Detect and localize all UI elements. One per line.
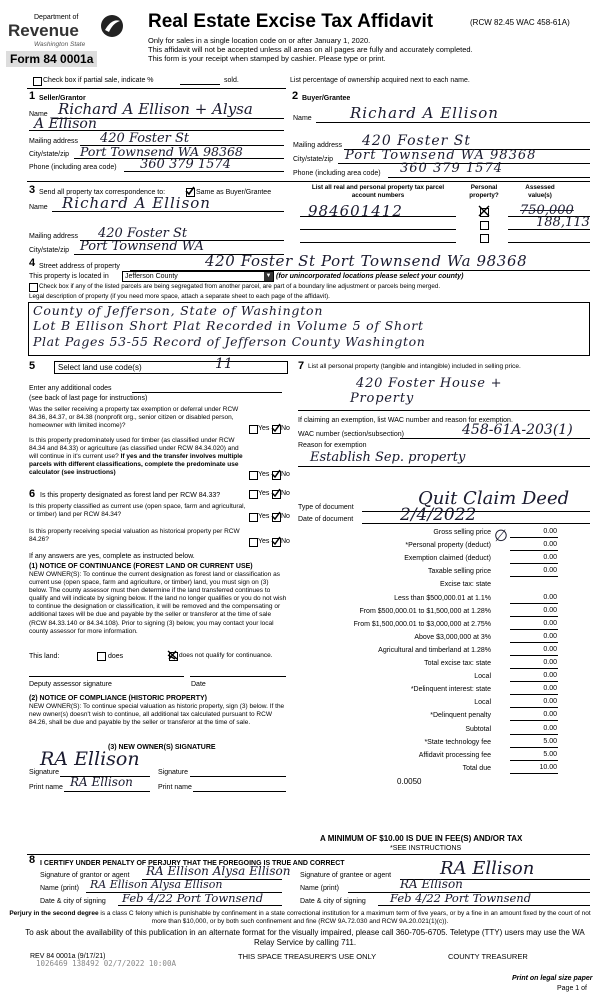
segregated-label: Check box if any of the listed parcels are being segregated from another parcel, are part of a boundary line adjustment or parcels being merged. [39, 283, 441, 290]
tax-row-label: Gross selling price [433, 529, 491, 536]
tax-row-label: From $500,000.01 to $1,500,000 at 1.28% [359, 608, 491, 615]
cashier-stamp: 1026469 138492 02/7/2022 10:00A [36, 959, 176, 968]
corr-name[interactable]: Richard A Ellison [62, 194, 211, 212]
doc-date-label: Date of document [298, 516, 354, 523]
header-line-1: Only for sales in a single location code on or after January 1, 2020. [148, 36, 371, 45]
perjury-bold: Perjury in the second degree [9, 910, 99, 917]
seller-address[interactable]: 420 Foster St [100, 131, 190, 146]
tax-row-underline [510, 603, 558, 604]
forest-num: 6 [29, 488, 36, 500]
seller-address-label: Mailing address [29, 138, 79, 145]
alternate-format-notice: To ask about the availability of this publication in an alternate format for the visually impaired, please call 360-705-6705. Teletype (TTY) users may use the WA Relay Service by calling 711. [25, 928, 585, 947]
tax-row-label: *Delinquent interest: state [410, 686, 491, 693]
grantee-name-label: Name (print) [300, 885, 339, 892]
tax-row-value[interactable]: 0.00 [543, 698, 557, 705]
tax-row-label: *Personal property (deduct) [405, 542, 491, 549]
does-checkbox[interactable] [97, 652, 106, 661]
legal-line-3: Plat Pages 53-55 Record of Jefferson County Washington [33, 334, 426, 349]
continuance-heading: (1) NOTICE OF CONTINUANCE (FOREST LAND OR CURRENT USE) [29, 563, 253, 570]
tax-row-underline [510, 773, 558, 774]
form-rcw: (RCW 82.45 WAC 458-61A) [470, 18, 570, 27]
certify-label: I CERTIFY UNDER PENALTY OF PERJURY THAT THE FOREGOING IS TRUE AND CORRECT [40, 860, 345, 867]
q2-yes-checkbox[interactable] [249, 471, 258, 480]
personal-property-checkbox-2[interactable] [480, 221, 489, 230]
grantor-name-label: Name (print) [40, 885, 79, 892]
located-label: This property is located in [29, 273, 109, 280]
print-name-label-2: Print name [158, 784, 192, 791]
seller-city[interactable]: Port Townsend WA 98368 [80, 144, 243, 159]
tax-row-value[interactable]: 0.00 [543, 672, 557, 679]
tax-row-label: Local [474, 673, 491, 680]
tax-row-underline [510, 629, 558, 630]
tax-row-label: Less than $500,000.01 at 1.1% [394, 595, 491, 602]
q3-yes-label: Yes [258, 490, 270, 497]
reason-value[interactable]: Establish Sep. property [310, 450, 466, 465]
forest-q3: Is this property receiving special valuation as historical property per RCW 84.26? [29, 528, 240, 544]
parcel-number-1[interactable]: 984601412 [308, 202, 403, 220]
deputy-date-label: Date [191, 681, 206, 688]
forest-q1: Is this property designated as forest land per RCW 84.33? [40, 492, 221, 499]
additional-codes-label: Enter any additional codes [29, 385, 112, 392]
tax-row-underline [510, 616, 558, 617]
county-note: (for unincorporated locations please select your county) [276, 273, 464, 280]
compliance-heading: (2) NOTICE OF COMPLIANCE (HISTORIC PROPERTY) [29, 695, 207, 702]
signature-label-2: Signature [158, 769, 188, 776]
street-num: 4 [29, 257, 36, 269]
perjury-text: is a class C felony which is punishable by confinement in a state correctional institution for a maximum term of five years, or by a fine in an amount fixed by the court of not more than $10,000, or by both such confinement and fine (RCW 9A.72.030 and RCW 9A.20.021(1)(c)). [100, 910, 591, 926]
tax-row-value[interactable]: 0.00 [543, 646, 557, 653]
see-instructions: *SEE INSTRUCTIONS [390, 845, 462, 852]
partial-percent-line [180, 84, 220, 85]
buyer-num: 2 [292, 90, 299, 102]
wac-label: WAC number (section/subsection) [298, 431, 404, 438]
q2-yes-label: Yes [258, 471, 270, 478]
form-id: Form 84 0001a [6, 51, 97, 67]
corr-address-label: Mailing address [29, 233, 79, 240]
tax-row-value[interactable]: 0.00 [543, 541, 557, 548]
any-yes-note: If any answers are yes, complete as instructed below. [29, 553, 195, 560]
tax-row-label: Excise tax: state [440, 581, 491, 588]
personal-value-2[interactable]: Property [350, 391, 414, 406]
seller-heading: Seller/Grantor [39, 95, 86, 102]
q2-no-label: No [281, 471, 290, 478]
perjury-notice [6, 910, 594, 926]
q5-yes-checkbox[interactable] [249, 538, 258, 547]
partial-sale-checkbox[interactable] [33, 77, 42, 86]
tax-row-underline [510, 563, 558, 564]
legal-size-note: Print on legal size paper [512, 975, 593, 982]
dept-name: Revenue [8, 21, 79, 40]
tax-row-underline [510, 747, 558, 748]
certify-num: 8 [29, 854, 36, 866]
tax-row-underline [510, 668, 558, 669]
this-land-label: This land: [29, 653, 60, 660]
tax-row-value[interactable]: 0.00 [543, 711, 557, 718]
legal-line-1: County of Jefferson, State of Washington [33, 303, 324, 318]
see-back-label: (see back of last page for instructions) [29, 395, 148, 402]
tax-row-underline [510, 760, 558, 761]
reason-label: Reason for exemption [298, 442, 367, 449]
x-mark-icon [478, 205, 490, 217]
buyer-city[interactable]: Port Townsend WA 98368 [345, 148, 537, 163]
tax-row-underline [510, 694, 558, 695]
tax-row-value[interactable]: 0.00 [543, 594, 557, 601]
seller-phone-label: Phone (including area code) [29, 164, 117, 171]
timber-question-text: Is this property predominately used for timber (as classified under RCW 84.34 and 84.33) or agriculture (as classified under RCW 84.34.020) and will continue in it's current use? [29, 437, 239, 461]
buyer-name[interactable]: Richard A Ellison [350, 104, 499, 122]
personal-property-checkbox-3[interactable] [480, 234, 489, 243]
q3-yes-checkbox[interactable] [249, 490, 258, 499]
tax-row-value[interactable]: 0.00 [543, 607, 557, 614]
grantee-signature[interactable]: RA Ellison [440, 858, 535, 879]
buyer-address[interactable]: 420 Foster St [362, 133, 472, 149]
seller-name-label: Name [29, 111, 48, 118]
tax-row-underline [510, 720, 558, 721]
exemption-question: Was the seller receiving a property tax exemption or deferral under RCW 84.36, 84.37, or 84.38 (nonprofit org., senior citizen or disabled person, homeowner with limited income)? [29, 406, 239, 430]
corr-num: 3 [29, 184, 36, 196]
county-value: Jefferson County [125, 273, 178, 280]
header-line-3: This form is your receipt when stamped by cashier. Please type or print. [148, 54, 386, 63]
personal-num: 7 [298, 360, 305, 372]
does-not-label: does not qualify for continuance. [179, 652, 273, 659]
tax-row-value[interactable]: 0.00 [543, 620, 557, 627]
timber-question-bold: If yes and the transfer involves multiple parcels with different classifications, complete the predominate use calculator (see instructions) [29, 453, 243, 477]
tax-row-label: Exemption claimed (deduct) [404, 555, 491, 562]
personal-label: List all personal property (tangible and intangible) included in selling price. [308, 363, 521, 370]
county-treasurer: COUNTY TREASURER [448, 952, 528, 961]
print-name-label-1: Print name [29, 784, 63, 791]
tax-row-underline [510, 707, 558, 708]
corr-city[interactable]: Port Townsend WA [80, 239, 204, 254]
seller-num: 1 [29, 90, 36, 102]
tax-row-label: Affidavit processing fee [418, 752, 491, 759]
q5-no-label: No [281, 538, 290, 545]
buyer-phone-label: Phone (including area code) [293, 170, 381, 177]
seller-name[interactable]: Richard A Ellison + Alysa [58, 100, 253, 118]
q1-yes-checkbox[interactable] [249, 425, 258, 434]
tax-row-value[interactable]: 0.00 [543, 659, 557, 666]
landuse-num: 5 [29, 360, 36, 372]
chevron-down-icon: ▼ [265, 273, 272, 279]
tax-row-value[interactable]: 0.00 [543, 633, 557, 640]
seller-city-label: City/state/zip [29, 151, 70, 158]
assessed-col-header: Assessed value(s) [525, 184, 555, 199]
tax-row-value[interactable]: 5.00 [543, 738, 557, 745]
continuance-text: NEW OWNER(S): To continue the current designation as forest land or classification as current use (open space, farm and agriculture, or timber) land, you must sign on (3) below. The county assessor must then determine if the land transferred continues to qualify and will indicate by signing below. If the land no longer qualifies or you do not wish to continue the designation or classification, it will be removed and the compensating or additional taxes will be due and payable by the seller or transferor at the time of sale (RCW 84.33.140 or 84.34.108). Prior to signing (3) below, you may contact your local county assessor for more information. [29, 571, 287, 635]
treasurer-use: THIS SPACE TREASURER'S USE ONLY [238, 952, 377, 961]
rev-number: REV 84 0001a (9/17/21) [30, 953, 106, 960]
scribble-mark-icon [167, 649, 178, 661]
tax-row-underline [510, 576, 558, 577]
tax-row-label: Total excise tax: state [424, 660, 491, 667]
timber-question [29, 437, 249, 477]
same-as-buyer-label: Same as Buyer/Grantee [196, 189, 272, 196]
page-number: Page 1 of [557, 985, 587, 992]
tax-row-value[interactable]: 10.00 [539, 764, 557, 771]
tax-row-label: Subtotal [465, 726, 491, 733]
personal-value-1[interactable]: 420 Foster House + [356, 376, 503, 391]
forest-q2: Is this property classified as current use (open space, farm and agricultural, or timber) land per RCW 84.34? [29, 503, 246, 519]
partial-sale-label: Check box if partial sale, indicate % [43, 77, 154, 84]
tax-row-underline [510, 642, 558, 643]
tax-row-value[interactable]: 0.00 [543, 685, 557, 692]
deputy-label: Deputy assessor signature [29, 681, 112, 688]
doc-date[interactable]: 2/4/2022 [400, 505, 477, 525]
grantor-date-city[interactable]: Feb 4/22 Port Townsend [122, 891, 264, 905]
tax-row-value[interactable]: 5.00 [543, 751, 557, 758]
legal-line-2: Lot B Ellison Short Plat Recorded in Volume 5 of Short [33, 318, 424, 333]
tax-row-underline [510, 537, 558, 538]
corr-city-label: City/state/zip [29, 247, 70, 254]
form-title: Real Estate Excise Tax Affidavit [148, 11, 434, 32]
grantee-sig-label: Signature of grantee or agent [300, 872, 392, 879]
local-rate: 0.0050 [397, 777, 422, 786]
does-label: does [108, 653, 124, 660]
q4-yes-checkbox[interactable] [249, 513, 258, 522]
dept-state: Washington State [34, 41, 86, 48]
doc-type-label: Type of document [298, 504, 354, 511]
grantee-print-name[interactable]: RA Ellison [400, 877, 463, 891]
q5-yes-label: Yes [258, 538, 270, 545]
minimum-due: A MINIMUM OF $10.00 IS DUE IN FEE(S) AND/OR TAX [320, 834, 523, 843]
seller-name-2[interactable]: A Ellison [34, 116, 97, 132]
tax-row-value[interactable]: 0.00 [543, 567, 557, 574]
tax-row-label: Above $3,000,000 at 3% [414, 634, 491, 641]
tax-row-label: Total due [462, 765, 491, 772]
grantor-date-label: Date & city of signing [40, 898, 106, 905]
tax-row-label: Local [474, 699, 491, 706]
signature-label-1: Signature [29, 769, 59, 776]
segregated-checkbox[interactable] [29, 283, 38, 292]
q1-no-label: No [281, 425, 290, 432]
grantor-print-name[interactable]: RA Ellison Alysa Ellison [90, 878, 223, 891]
dor-logo [4, 12, 124, 70]
q4-yes-label: Yes [258, 513, 270, 520]
grantor-sig-label: Signature of grantor or agent [40, 872, 130, 879]
header-line-2: This affidavit will not be accepted unless all areas on all pages are fully and accurately completed. [148, 45, 473, 54]
buyer-phone[interactable]: 360 379 1574 [400, 161, 503, 176]
dor-emblem-icon [100, 14, 124, 38]
dept-top: Department of [34, 14, 79, 21]
street-address[interactable]: 420 Foster St Port Townsend Wa 98368 [205, 252, 528, 270]
compliance-text: NEW OWNER(S): To continue special valuation as historic property, sign (3) below. If the new owner(s) doesn't wish to continue, all additional tax calculated pursuant to RCW 84.26, shall be due and payable by the seller or transferor at the time of sale. [29, 703, 285, 727]
tax-row-value[interactable]: 0.00 [543, 725, 557, 732]
tax-row-label: *State technology fee [424, 739, 491, 746]
landuse-select-label: Select land use code(s) [58, 363, 142, 372]
landuse-select[interactable] [54, 361, 288, 374]
grantee-date-city[interactable]: Feb 4/22 Port Townsend [390, 891, 532, 905]
corr-name-label: Name [29, 204, 48, 211]
buyer-address-label: Mailing address [293, 142, 343, 149]
tax-row-underline [510, 655, 558, 656]
q3-no-label: No [281, 490, 290, 497]
buyer-city-label: City/state/zip [293, 156, 334, 163]
wac-number[interactable]: 458-61A-203(1) [462, 422, 573, 438]
parcel-col-header: List all real and personal property tax parcel account numbers [311, 184, 445, 199]
tax-row-value[interactable]: 0.00 [543, 528, 557, 535]
grantor-signature[interactable]: RA Ellison Alysa Ellison [146, 864, 291, 878]
landuse-code[interactable]: 11 [215, 356, 233, 372]
legal-description-box[interactable] [28, 302, 590, 356]
seller-phone[interactable]: 360 379 1574 [140, 157, 231, 172]
new-owner-signature[interactable]: RA Ellison [40, 748, 140, 770]
tax-row-underline [510, 734, 558, 735]
legal-label: Legal description of property (if you need more space, attach a separate sheet to each page of the affidavit). [29, 293, 330, 300]
q1-yes-label: Yes [258, 425, 270, 432]
personal-col-header: Personal property? [469, 184, 499, 199]
grantee-date-label: Date & city of signing [300, 898, 366, 905]
tax-row-underline [510, 681, 558, 682]
county-select[interactable] [122, 271, 274, 282]
new-owner-print-name[interactable]: RA Ellison [70, 775, 133, 789]
ownership-note: List percentage of ownership acquired next to each name. [290, 77, 470, 84]
partial-sold-label: sold. [224, 77, 239, 84]
q4-no-label: No [281, 513, 290, 520]
new-owner-sig-heading: (3) NEW OWNER(S) SIGNATURE [108, 744, 216, 751]
tax-row-label: *Delinquent penalty [430, 712, 491, 719]
buyer-name-label: Name [293, 115, 312, 122]
corr-address[interactable]: 420 Foster St [98, 226, 188, 241]
buyer-heading: Buyer/Grantee [302, 95, 351, 102]
doc-type[interactable]: Quit Claim Deed [418, 488, 570, 509]
tax-row-label: Agricultural and timberland at 1.28% [378, 647, 491, 654]
street-label: Street address of property [39, 263, 120, 270]
no-check-marks-icon [270, 422, 282, 548]
claim-label: If claiming an exemption, list WAC number and reason for exemption. [298, 417, 513, 424]
tax-row-value[interactable]: 0.00 [543, 554, 557, 561]
tax-row-underline [510, 550, 558, 551]
tax-row-label: From $1,500,000.01 to $3,000,000 at 2.75% [353, 621, 491, 628]
corr-label: Send all property tax correspondence to: [39, 189, 166, 196]
gross-price-zero: ∅ [494, 526, 508, 545]
tax-row-label: Taxable selling price [427, 568, 491, 575]
assessed-value-2[interactable]: 188,113 [536, 215, 590, 230]
assessed-value-1[interactable]: 750,000 [520, 203, 574, 218]
